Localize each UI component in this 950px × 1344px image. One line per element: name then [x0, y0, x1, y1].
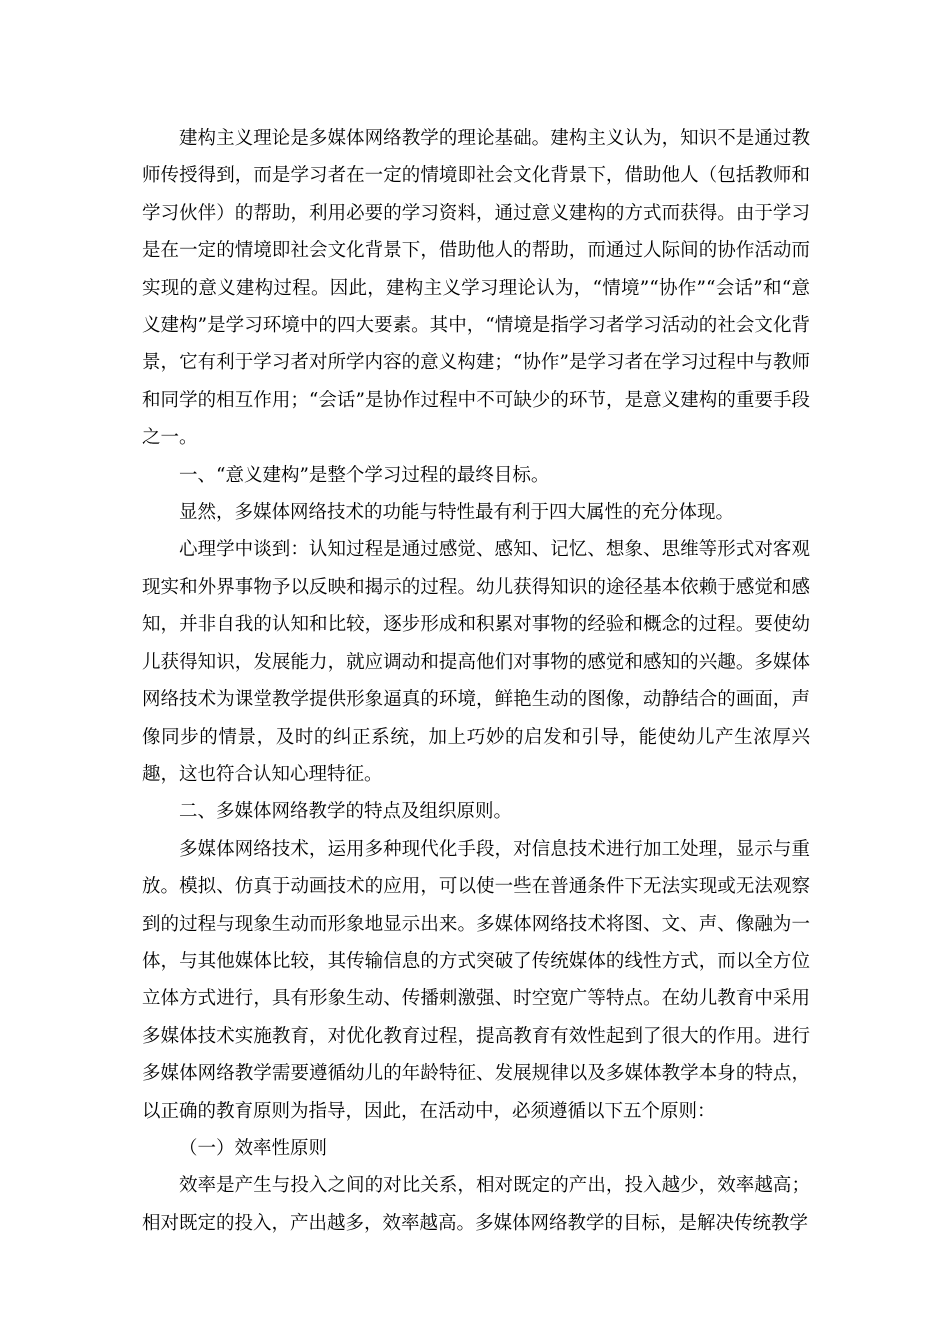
document-body [142, 120, 810, 1242]
section-heading-teaching-principles: 二、多媒体网络教学的特点及组织原则。 [179, 801, 513, 823]
paragraph-multimedia-technology: 多媒体网络技术，运用多种现代化手段，对信息技术进行加工处理，显示与重放。模拟、仿真于动画技术的应用，可以使一些在普通条件下无法实现或无法观察到的过程与现象生动而形象地显示出来。多媒体网络技术将图、文、声、像融为一体，与其他媒体比较，其传输信息的方式突破了传统媒体的线性方式，而以全方位立体方式进行，具有形象生动、传播刺激强、时空宽广等特点。在幼儿教育中采用多媒体技术实施教育，对优化教育过程，提高教育有效性起到了很大的作用。进行多媒体网络教学需要遵循幼儿的年龄特征、发展规律以及多媒体教学本身的特点，以正确的教育原则为指导，因此，在活动中，必须遵循以下五个原则： [142, 838, 810, 1122]
paragraph-constructivism-theory: 建构主义理论是多媒体网络教学的理论基础。建构主义认为，知识不是通过教师传授得到，而是学习者在一定的情境即社会文化背景下，借助他人（包括教师和学习伙伴）的帮助，利用必要的学习资料，通过意义建构的方式而获得。由于学习是在一定的情境即社会文化背景下，借助他人的帮助，而通过人际间的协作活动而实现的意义建构过程。因此，建构主义学习理论认为，“情境”“协作”“会话”和“意义建构”是学习环境中的四大要素。其中，“情境是指学习者学习活动的社会文化背景，它有利于学习者对所学内容的意义构建；“协作”是学习者在学习过程中与教师和同学的相互作用；“会话”是协作过程中不可缺少的环节，是意义建构的重要手段之一。 [142, 128, 810, 449]
section-heading-meaning-construction: 一、“意义建构”是整个学习过程的最终目标。 [179, 464, 550, 486]
subsection-heading-efficiency: （一）效率性原则 [179, 1137, 328, 1159]
paragraph-psychology-cognition: 心理学中谈到：认知过程是通过感觉、感知、记忆、想象、思维等形式对客观现实和外界事物予以反映和揭示的过程。幼儿获得知识的途径基本依赖于感觉和感知，并非自我的认知和比较，逐步形成和积累对事物的经验和概念的过程。要使幼儿获得知识，发展能力，就应调动和提高他们对事物的感觉和感知的兴趣。多媒体网络技术为课堂教学提供形象逼真的环境，鲜艳生动的图像，动静结合的画面，声像同步的情景，及时的纠正系统，加上巧妙的启发和引导，能使幼儿产生浓厚兴趣，这也符合认知心理特征。 [142, 539, 810, 785]
paragraph-multimedia-features: 显然，多媒体网络技术的功能与特性最有利于四大属性的充分体现。 [179, 502, 735, 524]
paragraph-efficiency-definition: 效率是产生与投入之间的对比关系，相对既定的产出，投入越少，效率越高；相对既定的投入，产出越多，效率越高。多媒体网络教学的目标，是解决传统教学 [142, 1175, 810, 1234]
